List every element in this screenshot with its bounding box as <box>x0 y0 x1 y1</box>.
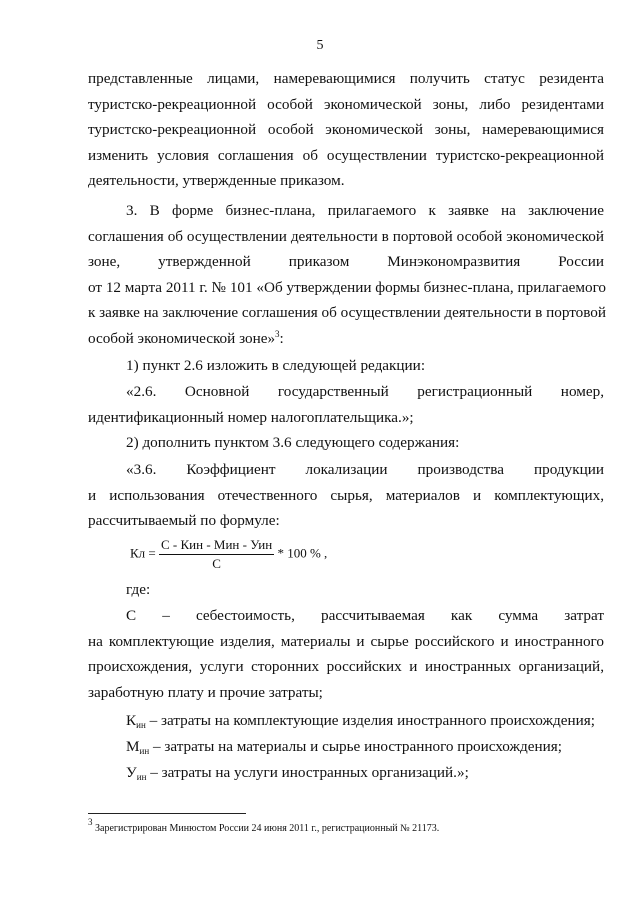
text-line: от 12 марта 2011 г. № 101 «Об утверждении формы бизнес-плана, прилагаемого <box>88 278 607 296</box>
footnote-number: 3 <box>88 817 93 827</box>
text-line: на комплектующие изделия, материалы и сырье российского и иностранного <box>88 632 604 650</box>
formula-numerator: С - Кин - Мин - Уин <box>159 537 274 555</box>
footnote <box>88 817 440 834</box>
text-line <box>88 326 604 352</box>
text-line: происхождения, услуги сторонних российских и иностранных организаций, <box>88 658 604 675</box>
paragraph-subitem-2 <box>88 430 604 456</box>
text-line: 3. В форме бизнес-плана, прилагаемого к заявке на заключение <box>126 202 604 219</box>
footnote-text: Зарегистрирован Минюстом России 24 июня 2011 г., регистрационный № 21173. <box>92 823 440 834</box>
text-line: 2) дополнить пунктом 3.6 следующего содержания: <box>126 434 460 451</box>
definition-u <box>88 760 604 786</box>
text-line <box>88 734 604 760</box>
symbol: У <box>126 764 137 781</box>
paragraph-subitem-1 <box>88 353 604 379</box>
paragraph-item-3 <box>88 198 607 351</box>
text-fragment: – затраты на услуги иностранных организаций.»; <box>146 764 469 781</box>
text-line: рассчитываемый по формуле: <box>88 512 280 529</box>
paragraph-quote-3-6 <box>88 457 604 534</box>
footnote-separator <box>88 813 246 814</box>
text-line: идентификационный номер налогоплательщика.»; <box>88 408 414 426</box>
text-line: изменить условия соглашения об осуществлении туристско-рекреационной <box>88 146 604 164</box>
text-line: где: <box>126 581 151 598</box>
formula-fraction <box>159 537 274 572</box>
where-label <box>88 577 604 603</box>
text-line: заработную плату и прочие затраты; <box>88 683 323 701</box>
subscript: ин <box>139 746 150 756</box>
page-number: 5 <box>316 38 324 53</box>
text-line: деятельности, утвержденные приказом. <box>88 172 345 189</box>
definition-c <box>88 603 604 705</box>
paragraph-continuation <box>88 66 604 194</box>
text-fragment: особой экономической зоне» <box>88 329 276 347</box>
text-line: 1) пункт 2.6 изложить в следующей редакции: <box>126 357 426 374</box>
text-line: «2.6. Основной государственный регистрационный номер, <box>126 383 604 400</box>
text-line: «3.6. Коэффициент локализации производства продукции <box>126 461 604 478</box>
formula <box>130 537 327 572</box>
text-line: зоне, утвержденной приказом Минэкономразвития России <box>88 253 604 270</box>
text-fragment: – затраты на комплектующие изделия иностранного происхождения; <box>145 712 595 729</box>
formula-denominator: С <box>212 556 221 571</box>
footnote-reference: 3 <box>275 328 280 339</box>
symbol: М <box>126 738 140 755</box>
text-line: представленные лицами, намеревающимися получить статус резидента <box>88 70 604 87</box>
symbol: К <box>126 712 137 729</box>
text-line: и использования отечественного сырья, материалов и комплектующих, <box>88 486 604 504</box>
text-line: к заявке на заключение соглашения об осуществлении деятельности в портовой <box>88 304 607 321</box>
text-fragment: : <box>279 329 284 347</box>
definition-m <box>88 734 604 760</box>
definition-k <box>88 708 604 734</box>
text-fragment: – затраты на материалы и сырье иностранного происхождения; <box>149 738 562 755</box>
text-line: соглашения об осуществлении деятельности в портовой особой экономической <box>88 227 604 245</box>
text-line: туристско-рекреационной особой экономической зоны, либо резидентами <box>88 95 604 113</box>
subscript: ин <box>136 720 146 730</box>
subscript: ин <box>136 772 147 782</box>
formula-rhs: * 100 % , <box>277 545 328 561</box>
formula-lhs: Кл = <box>130 545 156 561</box>
paragraph-quote-2-6 <box>88 379 604 430</box>
text-line: С – себестоимость, рассчитываемая как сумма затрат <box>126 607 604 624</box>
text-line: туристско-рекреационной особой экономической зоны, намеревающимися <box>88 121 604 138</box>
text-line <box>88 760 604 786</box>
text-line <box>88 708 604 734</box>
